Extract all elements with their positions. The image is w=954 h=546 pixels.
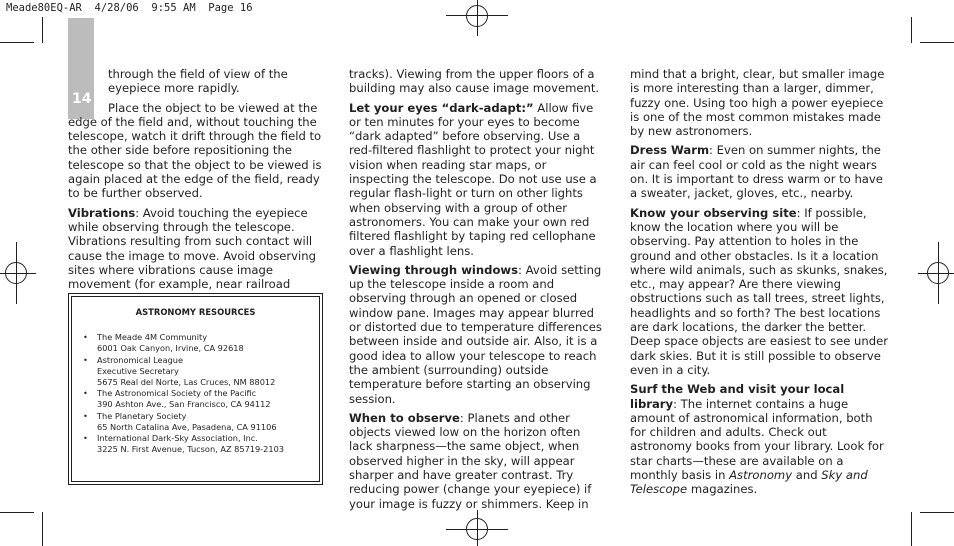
bullet-icon: • <box>83 388 88 399</box>
column-1 <box>68 67 326 296</box>
paragraph-dark-adapt <box>349 101 605 258</box>
crop-mark <box>42 17 43 43</box>
magazine-title: Astronomy <box>729 468 793 483</box>
crop-mark <box>0 512 34 513</box>
bullet-icon: • <box>83 354 88 365</box>
body-when-to-observe: : Planets and other objects viewed low on the horizon often lack sharpness—the same object, when observed higher in the sky, will appear sharper and have greater contrast. Try reducing power (change your eyepiece) if your image is fuzzy or shimmers. Keep in <box>349 410 592 511</box>
heading-vibrations: Vibrations <box>68 205 136 220</box>
list-item: • The Meade 4M Community 6001 Oak Canyon, Irvine, CA 92618 <box>83 332 244 354</box>
crop-mark <box>911 17 912 43</box>
paragraph-when-to-observe <box>349 411 605 511</box>
list-item: • Astronomical League Executive Secretary 5675 Real del Norte, Las Cruces, NM 88012 <box>83 354 276 388</box>
paragraph: through the field of view of the eyepiece more rapidly. <box>108 67 288 96</box>
paragraph-text: Place the object to be viewed at the edge of the field and, without touching the telescope, watch it drift through the field to the other side before repositioning the telescope so that the object to be viewed is again placed at the edge of the field, ready to be further observed. <box>68 100 322 201</box>
body-dark-adapt: Allow five or ten minutes for your eyes to become “dark adapted” before observing. Use a red-filtered flashlight to protect your night vision when reading star maps, or inspecting the telescope. Do not use use a regular flash-light or turn on other lights when observing with a group of other astronomers. You can make your own red filtered flashlight by taping red cellophane over a flashlight lens. <box>349 100 597 258</box>
crop-mark <box>911 512 912 546</box>
column-3 <box>630 67 888 502</box>
paragraph-surf-web <box>630 382 888 496</box>
body-observing-site: : If possible, know the location where you will be observing. Pay attention to holes in the ground and other obstacles. Is it a location where wild animals, such as skunks, snakes, etc., may appear? Are there viewing obstructions such as tall trees, street lights, headlights and so forth? The best locations are dark locations, the darker the better. Deep space objects are easiest to see under dark skies. But it is still possible to observe even in a city. <box>630 205 888 377</box>
list-item: • The Planetary Society 65 North Catalina Ave, Pasadena, CA 91106 <box>83 410 277 432</box>
body-surf-web: and <box>792 468 822 483</box>
paragraph-vibrations <box>68 206 326 292</box>
list-item: • The Astronomical Society of the Pacific 390 Ashton Ave., San Francisco, CA 94112 <box>83 388 271 410</box>
body-dress-warm: : Even on summer nights, the air can feel cool or cold as the night wears on. It is important to dress warm or to have a sweater, jacket, gloves, etc., nearby. <box>630 143 883 201</box>
astronomy-resources-box <box>68 293 323 485</box>
paragraph: tracks). Viewing from the upper floors of a building may also cause image movement. <box>349 67 600 96</box>
list-item: • International Dark-Sky Association, Inc. 3225 N. First Avenue, Tucson, AZ 85719-2103 <box>83 433 284 455</box>
crop-mark <box>0 42 34 43</box>
paragraph <box>68 101 326 201</box>
body-surf-web: : The internet contains a huge amount of astronomical information, both for children and adults. Check out astronomy books from your library. Look for star charts—these are available on a monthly basis in <box>630 396 884 483</box>
paragraph-dress-warm <box>630 143 888 200</box>
crop-mark <box>920 42 954 43</box>
heading-when-to-observe: When to observe <box>349 410 460 425</box>
heading-windows: Viewing through windows <box>349 262 519 277</box>
paragraph-observing-site <box>630 206 888 378</box>
body-windows: : Avoid setting up the telescope inside a room and observing through an opened or closed window pane. Images may appear blurred or distorted due to temperature differences between inside and outside air. Also, it is a good idea to allow your telescope to reach the ambient (surrounding) outside temperature before starting an observing session. <box>349 262 602 406</box>
magazine-title: Sky and Telescope <box>630 468 868 497</box>
crop-mark <box>920 512 954 513</box>
resources-list <box>69 332 322 455</box>
heading-observing-site: Know your observing site <box>630 205 797 220</box>
heading-dark-adapt: Let your eyes “dark-adapt:” <box>349 100 534 115</box>
body-surf-web: magazines. <box>687 482 758 497</box>
heading-surf-web: Surf the Web and visit your local library <box>630 382 845 411</box>
crop-mark <box>42 512 43 546</box>
bullet-icon: • <box>83 433 88 444</box>
bullet-icon: • <box>83 332 88 343</box>
body-vibrations: : Avoid touching the eyepiece while observing through the telescope. Vibrations resulting from such contact will cause the image to move. Avoid observing sites where vibrations cause image movement (for example, near railroad <box>68 205 316 292</box>
bullet-icon: • <box>83 410 88 421</box>
column-2 <box>349 67 605 516</box>
paragraph: mind that a bright, clear, but smaller image is more interesting than a larger, dimmer, fuzzy one. Using too high a power eyepiece is one of the most common mistakes made by new astronomers. <box>630 67 885 139</box>
resources-title: ASTRONOMY RESOURCES <box>135 307 256 317</box>
page-number: 14 <box>72 91 92 107</box>
paragraph-windows <box>349 263 605 406</box>
print-header: Meade80EQ-AR 4/28/06 9:55 AM Page 16 <box>6 2 253 14</box>
heading-dress-warm: Dress Warm <box>630 143 710 158</box>
